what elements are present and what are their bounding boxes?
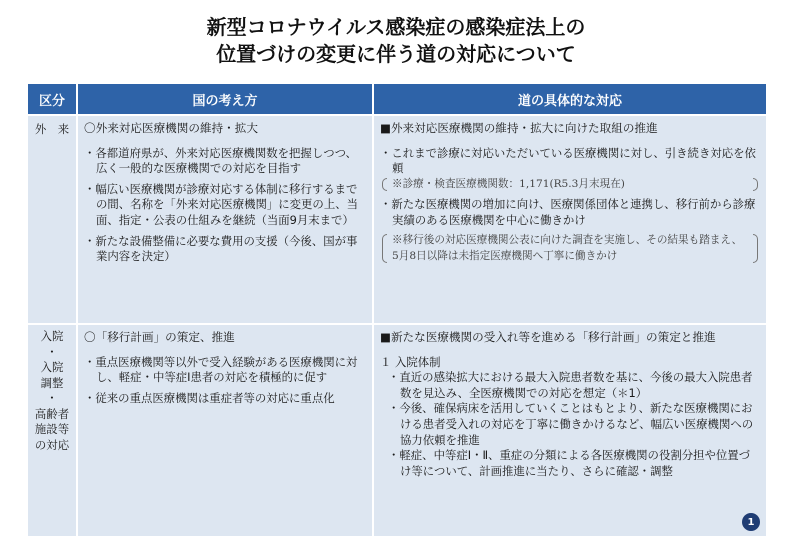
row-outpatient-hokkaido [374, 116, 766, 323]
row-inpatient-category-cell [28, 325, 76, 536]
title-line-2: 位置づけの変更に伴う道の対応について [216, 42, 576, 66]
hokkaido-bullet: ・今後、確保病床を活用していくことはもとより、新たな医療機関における患者受入れの対応を丁寧に働きかけるなど、幅広い医療機関への協力依頼を推進 [388, 401, 754, 447]
national-bullet: ・幅広い医療機関が診療対応する体制に移行するまでの間、名称を「外来対応医療機関」に変更の上、当面、指定・公表の仕組みを継続（当面9月末まで） [84, 181, 358, 227]
national-heading: 〇「移行計画」の策定、推進 [84, 330, 235, 344]
national-bullet: ・従来の重点医療機関は重症者等の対応に重点化 [84, 390, 335, 405]
page-number-badge: 1 [742, 513, 760, 531]
row-outpatient-national [78, 116, 372, 323]
hokkaido-heading: ■新たな医療機関の受入れ等を進める「移行計画」の策定と推進 [380, 330, 716, 344]
national-heading: 〇外来対応医療機関の維持・拡大 [84, 121, 258, 135]
category-line: 施設等 [34, 422, 70, 436]
row-outpatient-category-cell [28, 116, 76, 323]
hokkaido-subheading: １ 入院体制 [380, 354, 441, 369]
policy-table [28, 84, 766, 536]
page-title [0, 14, 792, 68]
row-outpatient-category: 外 来 [34, 122, 70, 136]
header-hokkaido: 道の具体的な対応 [374, 84, 766, 114]
hokkaido-note: ※移行後の対応医療機関公表に向けた調査を実施し、その結果も踏まえ、5月8日以降は未指定医療機関へ丁寧に働きかけ [382, 233, 758, 264]
row-inpatient-national [78, 325, 372, 536]
category-line: 入院 [40, 329, 64, 343]
hokkaido-bullet: ・これまで診療に対応いただいている医療機関に対し、引き続き対応を依頼 [380, 145, 756, 176]
hokkaido-bullet: ・新たな医療機関の増加に向け、医療関係団体と連携し、移行前から診療実績のある医療機関を中心に働きかけ [380, 197, 756, 227]
national-bullet: ・各都道府県が、外来対応医療機関数を把握しつつ、広く一般的な医療機関での対応を目指す [84, 145, 357, 176]
category-line: 入院 [40, 360, 64, 374]
national-bullet: ・重点医療機関等以外で受入経験がある医療機関に対し、軽症・中等症Ⅰ患者の対応を積極的に促す [84, 354, 358, 385]
category-line: ・ [46, 391, 58, 405]
row-inpatient-hokkaido [374, 325, 766, 536]
hokkaido-note: ※診療・検査医療機関数：1,171(R5.3月末現在) [382, 177, 758, 193]
header-national: 国の考え方 [78, 84, 372, 114]
category-line: ・ [46, 344, 58, 359]
hokkaido-heading: ■外来対応医療機関の維持・拡大に向けた取組の推進 [380, 121, 658, 135]
category-line: の対応 [34, 437, 70, 452]
category-line: 調整 [40, 375, 64, 390]
title-line-1: 新型コロナウイルス感染症の感染症法上の [206, 15, 586, 39]
header-category: 区分 [28, 84, 76, 114]
hokkaido-bullet: ・直近の感染拡大における最大入院患者数を基に、今後の最大入院患者数を見込み、全医療機関での対応を想定（＊1） [388, 370, 753, 400]
category-line: 高齢者 [34, 406, 70, 421]
row-inpatient-category [28, 325, 76, 453]
hokkaido-bullet: ・軽症、中等症Ⅰ・Ⅱ、重症の分類による各医療機関の役割分担や位置づけ等について、計画推進に当たり、さらに確認・調整 [388, 448, 751, 478]
national-bullet: ・新たな設備整備に必要な費用の支援（今後、国が事業内容を決定） [84, 233, 358, 264]
